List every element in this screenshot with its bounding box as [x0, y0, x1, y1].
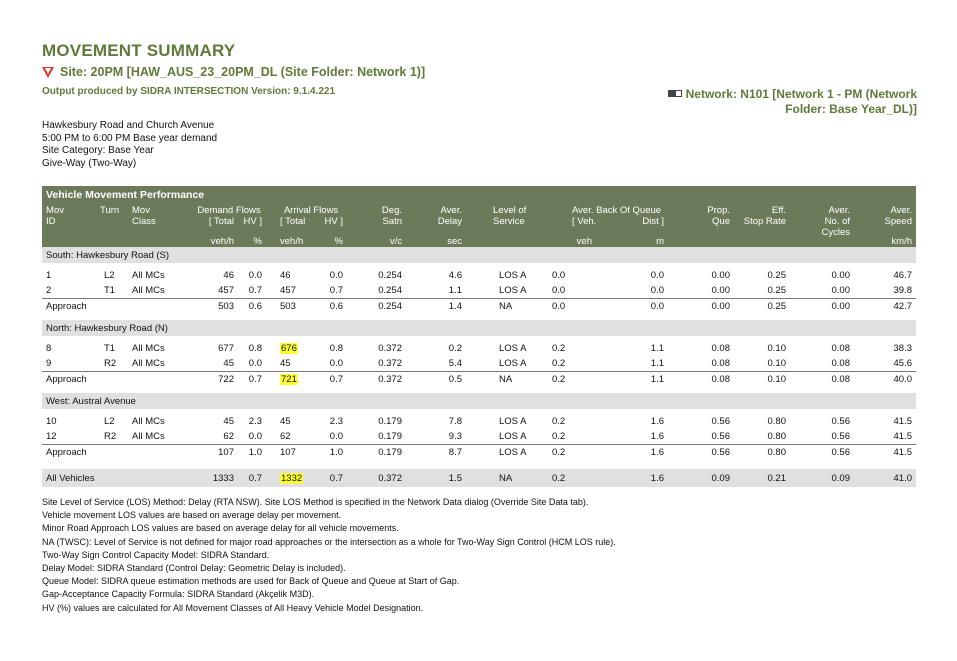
cell-mov-class: All MCs: [132, 358, 165, 369]
cell-arrival-hv: 0.7: [329, 473, 343, 484]
cell-queue-veh: 0.2: [552, 358, 566, 369]
site-triangle-icon: [42, 67, 54, 78]
cell-arrival-hv: 0.0: [329, 358, 343, 369]
cell-mov-class: All MCs: [132, 285, 165, 296]
hdr-los: Level of Service: [493, 205, 527, 227]
cell-arrival-hv: 1.0: [329, 447, 343, 458]
cell-queue-veh: 0.0: [552, 301, 566, 312]
cell-demand-total: 722: [218, 374, 234, 385]
approach-row: [42, 298, 916, 314]
unit-arrival-hv: %: [334, 236, 343, 247]
cell-arrival-total: 457: [280, 285, 296, 296]
hdr-arrival: Arrival Flows: [283, 205, 339, 216]
cell-queue-dist: 1.1: [650, 374, 664, 385]
cell-queue-dist: 1.6: [650, 473, 664, 484]
section-title: South: Hawkesbury Road (S): [46, 250, 170, 261]
table-header: [42, 186, 916, 247]
cell-arrival-total: 45: [280, 416, 291, 427]
cell-los: NA: [499, 473, 513, 484]
cell-turn: L2: [104, 270, 115, 281]
cell-los: LOS A: [499, 285, 527, 296]
cell-demand-total: 1333: [212, 473, 234, 484]
hdr-demand-hv: HV ]: [243, 216, 262, 227]
cell-eff-stop: 0.21: [767, 473, 786, 484]
cell-prop-que: 0.09: [711, 473, 730, 484]
cell-deg-satn: 0.254: [378, 270, 402, 281]
cell-prop-que: 0.00: [711, 285, 730, 296]
hdr-mov-class: Mov Class: [132, 205, 156, 227]
cell-arrival-hv: 0.7: [329, 285, 343, 296]
hdr-speed: Aver. Speed: [884, 205, 912, 227]
hdr-prop: Prop. Que: [707, 205, 730, 227]
cell-queue-veh: 0.2: [552, 473, 566, 484]
cell-arrival-total: 45: [280, 358, 291, 369]
cell-delay: 1.4: [448, 301, 462, 312]
hdr-deg: Deg. Satn: [381, 205, 402, 227]
note-line: Two-Way Sign Control Capacity Model: SIDRA Standard.: [42, 549, 270, 560]
network-line: [668, 87, 917, 116]
unit-deg: v/c: [389, 236, 402, 247]
cell-mov-id: 10: [46, 416, 57, 427]
output-line: Output produced by SIDRA INTERSECTION Version: 9.1.4.221: [42, 86, 336, 97]
hdr-queue-dist: Dist ]: [642, 216, 664, 227]
movement-table: [42, 186, 916, 487]
cell-eff-stop: 0.25: [767, 270, 786, 281]
cell-queue-dist: 1.6: [650, 447, 664, 458]
cell-delay: 7.8: [448, 416, 462, 427]
section-title: West: Austral Avenue: [46, 396, 136, 407]
cell-queue-veh: 0.2: [552, 431, 566, 442]
cell-arrival-hv: 0.0: [329, 270, 343, 281]
unit-queue-veh: veh: [576, 236, 592, 247]
cell-queue-dist: 1.6: [650, 416, 664, 427]
cell-cycles: 0.08: [831, 358, 850, 369]
cell-speed: 42.7: [893, 301, 912, 312]
cell-mov-id: 2: [46, 285, 52, 296]
cell-cycles: 0.56: [831, 416, 850, 427]
cell-queue-dist: 1.1: [650, 343, 664, 354]
cell-mov-id: 1: [46, 270, 52, 281]
cell-demand-total: 46: [223, 270, 234, 281]
cell-prop-que: 0.08: [711, 343, 730, 354]
approach-row: [42, 371, 916, 387]
cell-delay: 5.4: [448, 358, 462, 369]
cell-demand-hv: 0.6: [248, 301, 262, 312]
cell-arrival-hv: 0.7: [329, 374, 343, 385]
info-line: Hawkesbury Road and Church Avenue: [42, 120, 215, 131]
cell-arrival-total: 62: [280, 431, 291, 442]
cell-mov-class: All MCs: [132, 270, 165, 281]
cell-arrival-hv: 0.8: [329, 343, 343, 354]
hdr-turn: Turn: [100, 205, 120, 216]
site-line: [42, 65, 425, 79]
cell-demand-total: 503: [218, 301, 234, 312]
cell-cycles: 0.56: [831, 431, 850, 442]
highlighted-value: 721: [281, 374, 297, 385]
cell-deg-satn: 0.372: [378, 343, 402, 354]
cell-prop-que: 0.08: [711, 374, 730, 385]
cell-demand-hv: 0.0: [248, 431, 262, 442]
all-vehicles-row: [42, 469, 916, 487]
table-body: [42, 247, 916, 487]
cell-demand-total: 62: [223, 431, 234, 442]
info-line: Site Category: Base Year: [42, 145, 154, 156]
hdr-queue: Aver. Back Of Queue: [572, 205, 662, 216]
cell-mov-id: Approach: [46, 447, 87, 458]
cell-turn: T1: [104, 343, 116, 354]
cell-speed: 41.5: [893, 431, 912, 442]
note-line: HV (%) values are calculated for All Movement Classes of All Heavy Vehicle Model Designation.: [42, 602, 424, 613]
unit-queue-dist: m: [656, 236, 664, 247]
section-header: [42, 247, 916, 263]
cell-speed: 41.5: [893, 416, 912, 427]
cell-demand-hv: 0.7: [248, 473, 262, 484]
cell-speed: 41.0: [893, 473, 912, 484]
network-label-2: Folder: Base Year_DL)]: [785, 101, 917, 116]
cell-turn: L2: [104, 416, 115, 427]
cell-mov-id: 12: [46, 431, 57, 442]
cell-cycles: 0.00: [831, 301, 850, 312]
cell-prop-que: 0.00: [711, 270, 730, 281]
site-label: Site: 20PM [HAW_AUS_23_20PM_DL (Site Folder: Network 1)]: [60, 65, 426, 79]
cell-cycles: 0.00: [831, 270, 850, 281]
hdr-delay: Aver. Delay: [437, 205, 462, 227]
cell-mov-class: All MCs: [132, 416, 165, 427]
cell-prop-que: 0.56: [711, 416, 730, 427]
cell-delay: 1.5: [448, 473, 462, 484]
cell-demand-hv: 2.3: [248, 416, 262, 427]
page-title: MOVEMENT SUMMARY: [42, 41, 236, 60]
cell-demand-hv: 1.0: [248, 447, 262, 458]
cell-queue-veh: 0.2: [552, 374, 566, 385]
cell-arrival-total: 46: [280, 270, 291, 281]
cell-queue-dist: 1.6: [650, 431, 664, 442]
note-line: Site Level of Service (LOS) Method: Delay (RTA NSW). Site LOS Method is specified in the Network Data dialog (Override Site Data tab).: [42, 497, 589, 507]
cell-arrival-total: 107: [280, 447, 296, 458]
cell-delay: 4.6: [448, 270, 462, 281]
cell-deg-satn: 0.254: [378, 301, 402, 312]
cell-los: NA: [499, 374, 513, 385]
note-line: Delay Model: SIDRA Standard (Control Delay: Geometric Delay is included).: [42, 563, 346, 574]
approach-row: [42, 444, 916, 460]
cell-turn: R2: [104, 358, 117, 369]
cell-eff-stop: 0.10: [767, 343, 786, 354]
cell-arrival-total: [280, 473, 310, 484]
cell-arrival-hv: 2.3: [329, 416, 343, 427]
cell-queue-dist: 0.0: [650, 301, 664, 312]
note-line: Vehicle movement LOS values are based on average delay per movement.: [42, 510, 342, 521]
cell-cycles: 0.00: [831, 285, 850, 296]
cell-prop-que: 0.56: [711, 447, 730, 458]
cell-demand-total: 457: [218, 285, 234, 296]
unit-demand-hv: %: [253, 236, 262, 247]
cell-speed: 38.3: [893, 343, 912, 354]
cell-delay: 0.2: [448, 343, 462, 354]
cell-los: LOS A: [499, 416, 527, 427]
cell-mov-id: 8: [46, 343, 52, 354]
cell-prop-que: 0.00: [711, 301, 730, 312]
note-line: NA (TWSC): Level of Service is not defined for major road approaches or the intersection as a whole for Two-Way Sign Control (HCM LOS rule).: [42, 536, 616, 547]
cell-deg-satn: 0.179: [378, 447, 402, 458]
network-label-1: Network: N101 [Network 1 - PM (Network: [685, 87, 917, 101]
cell-prop-que: 0.08: [711, 358, 730, 369]
cell-los: LOS A: [499, 343, 527, 354]
cell-queue-veh: 0.2: [552, 416, 566, 427]
cell-eff-stop: 0.10: [767, 374, 786, 385]
cell-delay: 9.3: [448, 431, 462, 442]
cell-mov-id: 9: [46, 358, 52, 369]
cell-delay: 0.5: [448, 374, 462, 385]
cell-cycles: 0.08: [831, 374, 850, 385]
cell-eff-stop: 0.25: [767, 301, 786, 312]
table-row: [42, 414, 916, 429]
notes: [42, 496, 616, 615]
table-row: [42, 268, 916, 283]
cell-turn: T1: [104, 285, 116, 296]
note-line: Queue Model: SIDRA queue estimation methods are used for Back of Queue and Queue at Start of Gap.: [42, 576, 460, 587]
cell-speed: 40.0: [893, 374, 912, 385]
cell-turn: R2: [104, 431, 117, 442]
cell-mov-id: Approach: [46, 301, 87, 312]
cell-los: LOS A: [499, 431, 527, 442]
cell-demand-hv: 0.8: [248, 343, 262, 354]
note-line: Minor Road Approach LOS values are based on average delay for all vehicle movements.: [42, 523, 399, 534]
cell-queue-veh: 0.2: [552, 447, 566, 458]
hdr-demand: Demand Flows: [197, 205, 261, 216]
note-line: Gap-Acceptance Capacity Formula: SIDRA Standard (Akçelik M3D).: [42, 589, 315, 600]
highlighted-value: 676: [281, 343, 297, 354]
unit-demand-total: veh/h: [210, 236, 234, 247]
cell-demand-total: 107: [218, 447, 234, 458]
cell-los: LOS A: [499, 447, 527, 458]
cell-speed: 41.5: [893, 447, 912, 458]
cell-queue-dist: 0.0: [650, 270, 664, 281]
hdr-demand-total: [ Total: [208, 216, 234, 227]
section-header: [42, 393, 916, 409]
cell-arrival-total: [280, 343, 310, 354]
info-line: Give-Way (Two-Way): [42, 157, 137, 169]
cell-mov-id: All Vehicles: [46, 473, 95, 484]
cell-eff-stop: 0.80: [767, 416, 786, 427]
cell-queue-veh: 0.0: [552, 270, 566, 281]
cell-demand-hv: 0.0: [248, 270, 262, 281]
cell-queue-veh: 0.2: [552, 343, 566, 354]
cell-deg-satn: 0.179: [378, 431, 402, 442]
section-header: [42, 320, 916, 336]
site-info: [42, 120, 217, 170]
cell-cycles: 0.09: [831, 473, 850, 484]
unit-delay: sec: [447, 236, 462, 247]
hdr-arrival-total: [ Total: [280, 216, 306, 227]
cell-demand-hv: 0.0: [248, 358, 262, 369]
cell-cycles: 0.56: [831, 447, 850, 458]
cell-eff-stop: 0.25: [767, 285, 786, 296]
cell-mov-class: All MCs: [132, 431, 165, 442]
cell-demand-hv: 0.7: [248, 285, 262, 296]
cell-demand-total: 45: [223, 358, 234, 369]
cell-queue-dist: 0.0: [650, 285, 664, 296]
cell-speed: 46.7: [893, 270, 912, 281]
section-title: North: Hawkesbury Road (N): [46, 323, 168, 334]
cell-delay: 8.7: [448, 447, 462, 458]
cell-deg-satn: 0.372: [378, 374, 402, 385]
unit-arrival-total: veh/h: [280, 236, 304, 247]
cell-arrival-hv: 0.0: [329, 431, 343, 442]
cell-eff-stop: 0.10: [767, 358, 786, 369]
hdr-eff: Eff. Stop Rate: [743, 205, 786, 227]
cell-arrival-hv: 0.6: [329, 301, 343, 312]
cell-delay: 1.1: [448, 285, 462, 296]
hdr-queue-veh: [ Veh.: [572, 216, 597, 227]
cell-los: LOS A: [499, 358, 527, 369]
network-icon: [668, 86, 682, 100]
hdr-arrival-hv: HV ]: [324, 216, 343, 227]
unit-speed: km/h: [891, 236, 912, 247]
table-row: [42, 283, 916, 298]
cell-prop-que: 0.56: [711, 431, 730, 442]
table-row: [42, 341, 916, 356]
table-row: [42, 429, 916, 444]
cell-deg-satn: 0.254: [378, 285, 402, 296]
cell-demand-total: 677: [218, 343, 234, 354]
cell-demand-hv: 0.7: [248, 374, 262, 385]
cell-arrival-total: [280, 374, 310, 385]
cell-mov-class: All MCs: [132, 343, 165, 354]
cell-deg-satn: 0.372: [378, 358, 402, 369]
cell-deg-satn: 0.372: [378, 473, 402, 484]
cell-arrival-total: 503: [280, 301, 296, 312]
cell-eff-stop: 0.80: [767, 431, 786, 442]
table-caption: Vehicle Movement Performance: [46, 189, 205, 201]
table-row: [42, 356, 916, 371]
cell-demand-total: 45: [223, 416, 234, 427]
cell-mov-id: Approach: [46, 374, 87, 385]
cell-los: NA: [499, 301, 513, 312]
hdr-mov: Mov ID: [46, 205, 64, 227]
info-line: 5:00 PM to 6:00 PM Base year demand: [42, 132, 218, 144]
cell-queue-veh: 0.0: [552, 285, 566, 296]
cell-los: LOS A: [499, 270, 527, 281]
cell-speed: 45.6: [893, 358, 912, 369]
highlighted-value: 1332: [281, 473, 303, 484]
cell-deg-satn: 0.179: [378, 416, 402, 427]
cell-eff-stop: 0.80: [767, 447, 786, 458]
cell-cycles: 0.08: [831, 343, 850, 354]
cell-speed: 39.8: [893, 285, 912, 296]
cell-queue-dist: 1.1: [650, 358, 664, 369]
hdr-cycles: Aver. No. of Cycles: [821, 205, 850, 238]
